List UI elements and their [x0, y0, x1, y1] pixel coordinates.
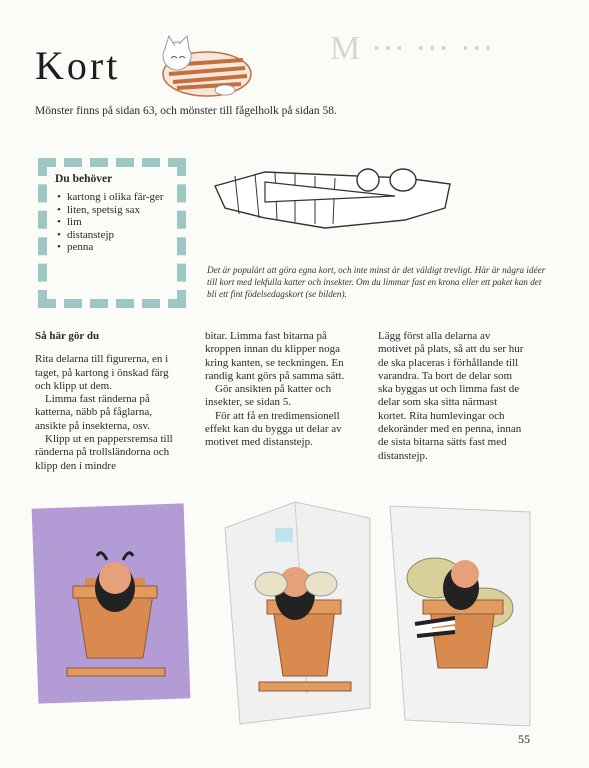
- page-title: Kort: [35, 43, 121, 88]
- cat-illustration: [155, 28, 255, 100]
- paragraph: Limma fast ränderna på katterna, näbb på fåglarna, ansikte på insekterna, osv.: [35, 393, 152, 432]
- text-column-1: [35, 330, 183, 473]
- page-number: 55: [518, 732, 530, 746]
- paragraph: Klipp ut en pappersremsa till ränderna på trollsländorna och klipp den i mindre: [35, 433, 173, 472]
- paragraph: Gör ansikten på katter och insekter, se sidan 5.: [205, 383, 332, 409]
- bee-in-flowerpot-card: [390, 506, 530, 726]
- paragraph: bitar. Limma fast bitarna på kroppen innan du klipper noga kring kanten, se teckningen. En randig kant görs på samma sätt.: [205, 330, 345, 382]
- bee-in-flowerpot-card: [225, 502, 370, 724]
- section-heading: Så här gör du: [35, 330, 100, 342]
- text-column-2: [205, 330, 355, 450]
- bee-in-flowerpot-card: [32, 503, 191, 703]
- paragraph: För att få en tredimensionell effekt kan du bygga ut delar av motivet med distanstejp.: [205, 409, 342, 449]
- list-item: • lim: [67, 216, 173, 229]
- list-item: • kartong i olika fär-ger: [67, 191, 173, 204]
- text-column-3: [378, 330, 526, 463]
- materials-title: Du behöver: [55, 173, 113, 185]
- cards-photo: [25, 498, 570, 728]
- list-item: • liten, spetsig sax: [67, 204, 173, 217]
- materials-box: [38, 158, 186, 308]
- list-item: • distanstejp: [67, 229, 173, 242]
- scissors-illustration: [205, 158, 455, 238]
- image-caption: Det är populärt att göra egna kort, och inte minst är det väldigt trevligt. Här är några idéer till kort med lekfulla katter och insekter. Om du limmar fast en krona eller ett paket kan det bli ett fint födelsedagskort (se bilden).: [207, 265, 546, 299]
- materials-list: [55, 191, 173, 254]
- intro-text: Mönster finns på sidan 63, och mönster till fågelholk på sidan 58.: [35, 105, 337, 117]
- paragraph: Lägg först alla delarna av motivet på plats, så att du ser hur de ska placeras i förhållande till varandra. Ta bort de delar som ska byggas ut och limma fast de delar som ska sitta närmast kortet. Rita humlevingar och dekoränder med en penna, innan de sista bitarna sätts fast med distanstejp.: [378, 330, 524, 462]
- ghost-background-text: M ⋯ ⋯ ⋯: [330, 30, 495, 67]
- paragraph: Rita delarna till figurerna, en i taget, på kartong i önskad färg och klipp ut dem.: [35, 353, 169, 392]
- list-item: • penna: [67, 241, 173, 254]
